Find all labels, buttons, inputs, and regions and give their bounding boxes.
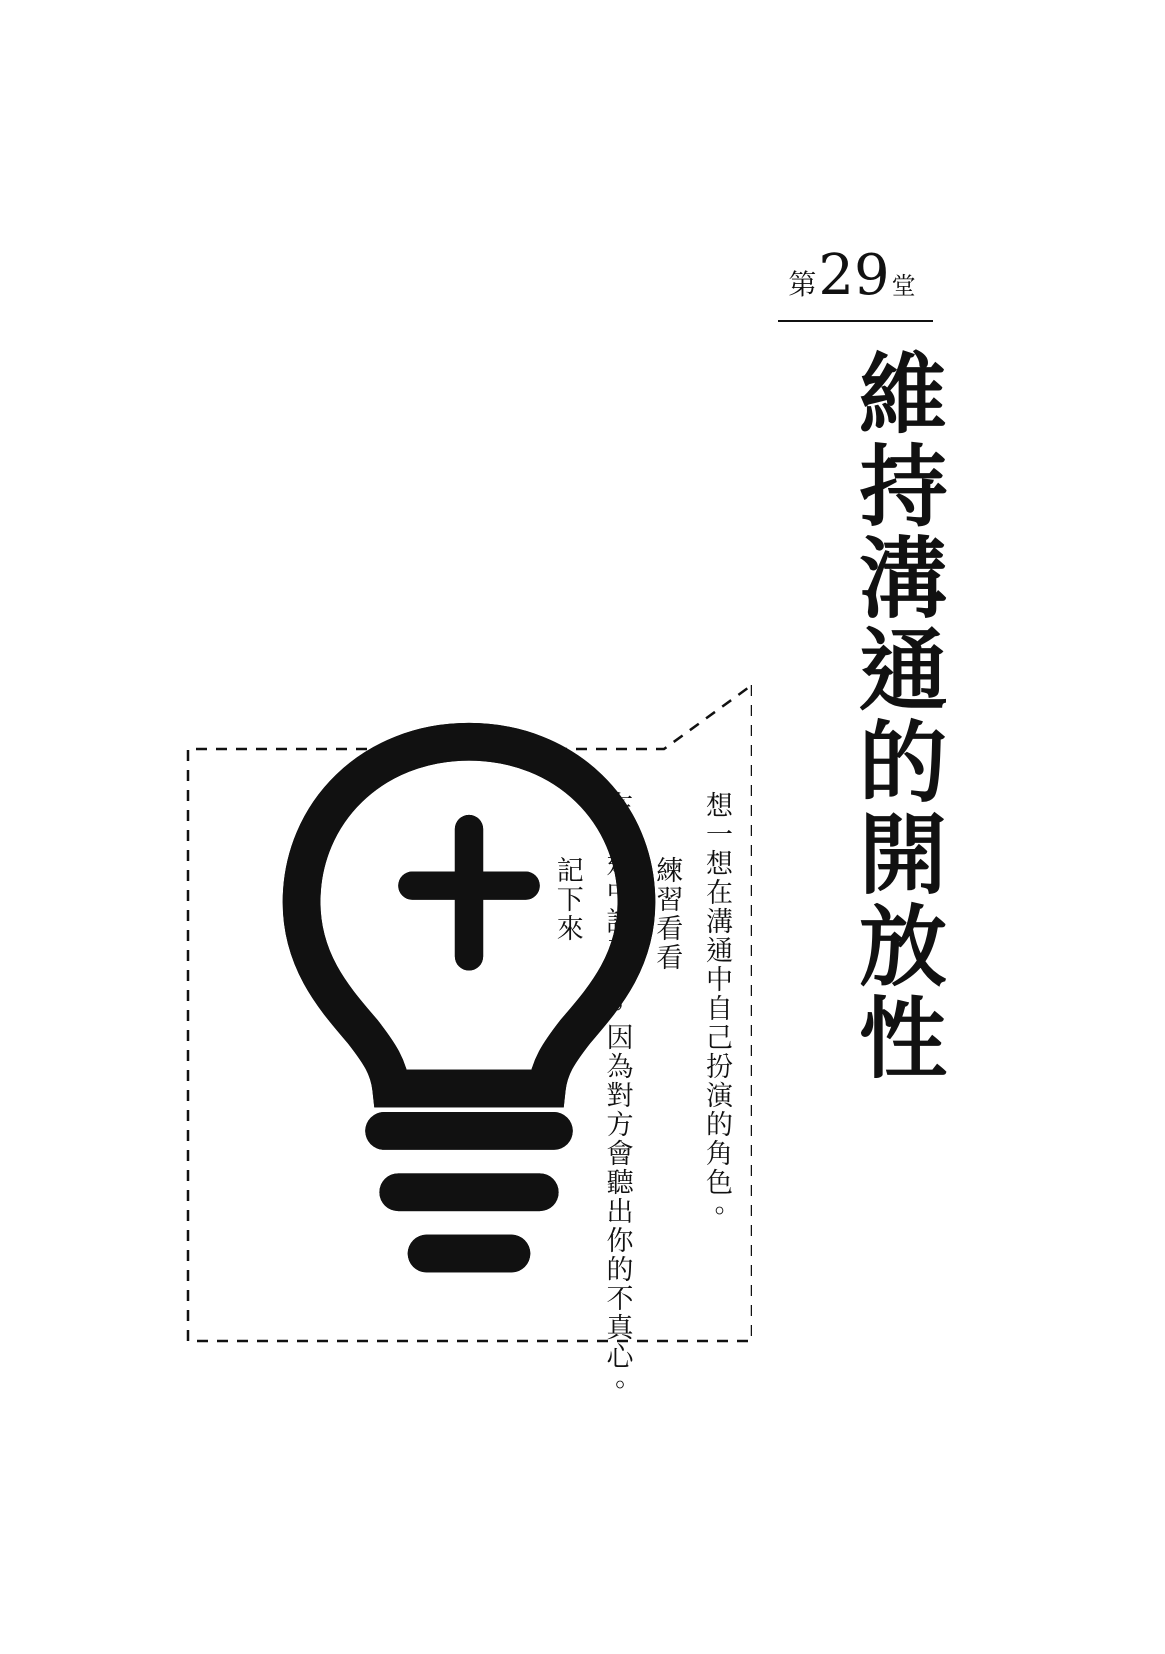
page-title: 維持溝通的開放性 bbox=[845, 348, 949, 1084]
chapter-number: 29 bbox=[818, 243, 890, 308]
callout-item-2-text: 想一想在溝通中自己扮演的角色。 bbox=[701, 791, 732, 1226]
callout-box bbox=[186, 683, 752, 1400]
callout-item-2-label-column bbox=[645, 791, 689, 1296]
callout-item-1-text: 在溝通中說真話，因為對方會聽出你的不真心。 bbox=[601, 791, 633, 1400]
chapter-divider bbox=[778, 320, 933, 322]
chapter-suffix: 堂 bbox=[891, 272, 916, 300]
callout-content bbox=[186, 683, 752, 1400]
callout-item-1-label: 記下來 bbox=[551, 856, 583, 943]
callout-item-2-label: 練習看看 bbox=[651, 856, 683, 972]
chapter-number-line bbox=[767, 243, 937, 308]
chapter-heading bbox=[767, 243, 937, 322]
lightbulb-icon bbox=[662, 791, 686, 817]
chapter-prefix: 第 bbox=[788, 268, 817, 301]
